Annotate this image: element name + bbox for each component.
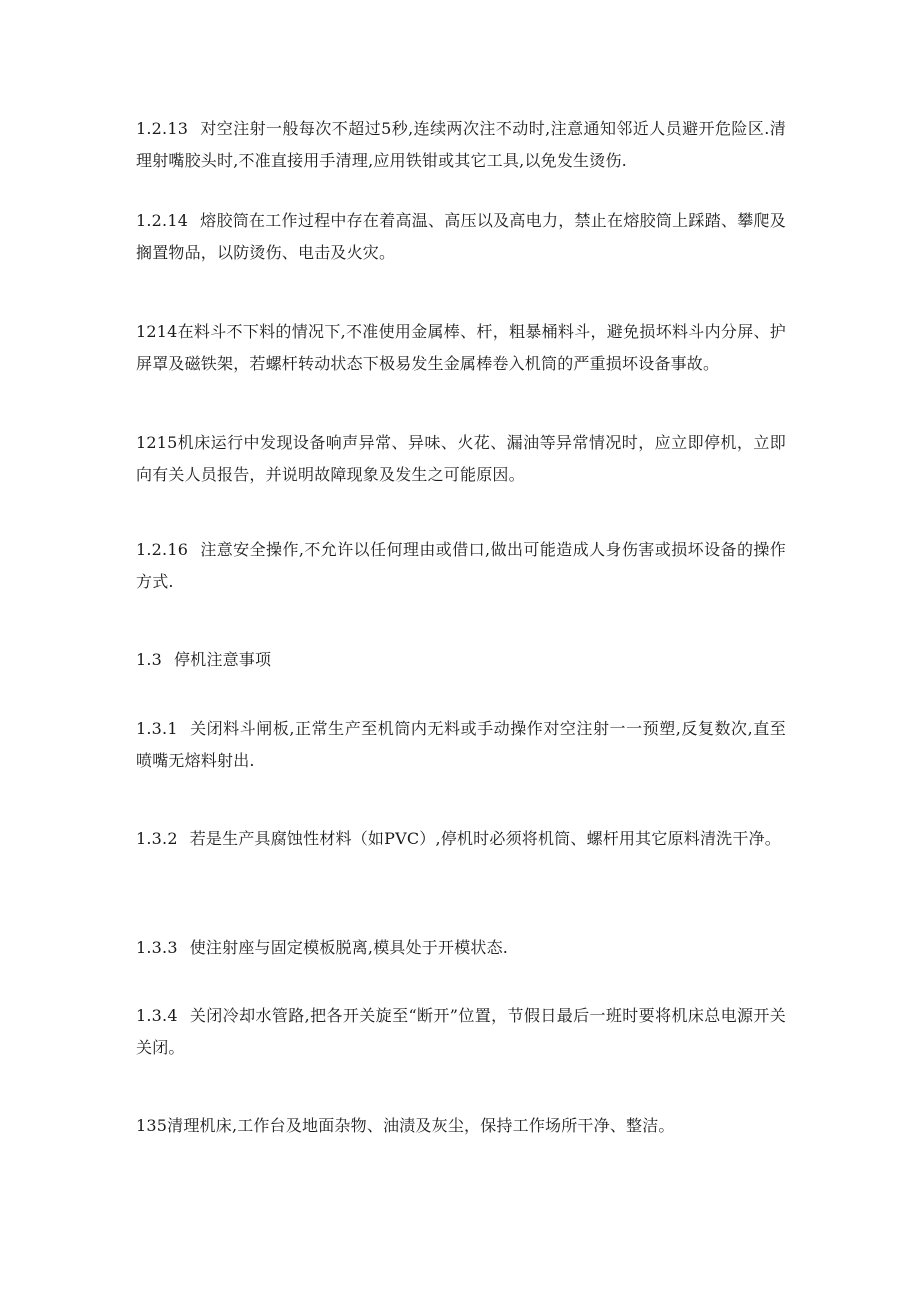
paragraph-135 <box>136 1110 786 1142</box>
paragraph-text: 关闭料斗闸板,正常生产至机筒内无料或手动操作对空注射一一预塑,反复数次,直至喷嘴无熔料射出. <box>136 719 786 770</box>
section-number: 135 <box>136 1116 168 1135</box>
paragraph-1-2-14 <box>136 205 786 269</box>
section-heading-text: 停机注意事项 <box>174 650 272 669</box>
paragraph-1-3-2 <box>136 823 786 855</box>
paragraph-1215 <box>136 427 786 491</box>
paragraph-text: 在料斗不下料的情况下,不准使用金属棒、杆，粗暴桶料斗，避免损坏料斗内分屏、护屏罩及磁铁架，若螺杆转动状态下极易发生金属棒卷入机筒的严重损坏设备事故。 <box>136 322 786 373</box>
paragraph-1-3-4 <box>136 1000 786 1064</box>
paragraph-1214 <box>136 316 786 380</box>
paragraph-1-2-13 <box>136 113 786 177</box>
paragraph-1-2-16 <box>136 534 786 598</box>
paragraph-text: 注意安全操作,不允许以任何理由或借口,做出可能造成人身伤害或损坏设备的操作方式. <box>136 540 786 591</box>
section-number: 1214 <box>136 322 178 341</box>
section-number: 1.2.14 <box>136 211 189 230</box>
section-number: 1.3.2 <box>136 829 178 848</box>
section-heading-1-3 <box>136 644 786 676</box>
paragraph-1-3-1 <box>136 713 786 777</box>
paragraph-1-3-3 <box>136 932 786 964</box>
paragraph-text: 熔胶筒在工作过程中存在着高温、高压以及高电力，禁止在熔胶筒上踩踏、攀爬及搁置物品，以防烫伤、电击及火灾。 <box>136 211 786 262</box>
paragraph-text: 清理机床,工作台及地面杂物、油渍及灰尘，保持工作场所干净、整洁。 <box>167 1116 675 1135</box>
section-number: 1.2.13 <box>136 119 189 138</box>
section-number: 1.3.3 <box>136 938 178 957</box>
paragraph-text: 关闭冷却水管路,把各开关旋至“断开”位置，节假日最后一班时要将机床总电源开关关闭。 <box>136 1006 786 1057</box>
section-number: 1.3.1 <box>136 719 178 738</box>
section-number: 1215 <box>136 433 178 452</box>
paragraph-text: 对空注射一般每次不超过5秒,连续两次注不动时,注意通知邻近人员避开危险区.清理射嘴胶头时,不准直接用手清理,应用铁钳或其它工具,以免发生烫伤. <box>136 119 786 170</box>
section-number: 1.3 <box>136 650 163 669</box>
section-number: 1.2.16 <box>136 540 189 559</box>
section-number: 1.3.4 <box>136 1006 178 1025</box>
paragraph-text: 使注射座与固定模板脱离,模具处于开模状态. <box>189 938 509 957</box>
paragraph-text: 机床运行中发现设备响声异常、异味、火花、漏油等异常情况时，应立即停机，立即向有关人员报告，并说明故障现象及发生之可能原因。 <box>136 433 786 484</box>
paragraph-text: 若是生产具腐蚀性材料（如PVC）,停机时必须将机筒、螺杆用其它原料清洗干净。 <box>189 829 781 848</box>
